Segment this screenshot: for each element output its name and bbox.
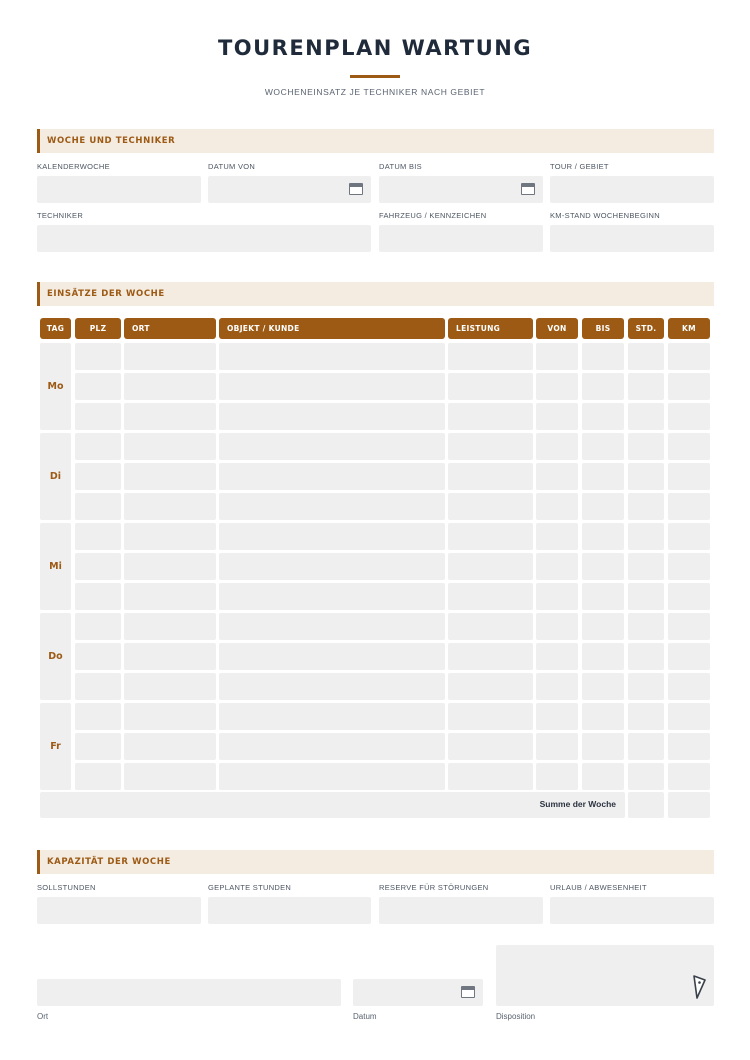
weekly-sum-hours-field[interactable]: [628, 792, 664, 818]
km-stand-field[interactable]: [550, 225, 714, 252]
table-cell-von[interactable]: [536, 373, 578, 400]
table-cell-std[interactable]: [628, 763, 664, 790]
geplante-stunden-label: GEPLANTE STUNDEN: [208, 883, 292, 892]
table-cell-std[interactable]: [628, 553, 664, 580]
section-heading-capacity-label: KAPAZITÄT DER WOCHE: [47, 857, 171, 867]
techniker-label: TECHNIKER: [37, 211, 84, 220]
column-header-leistung: LEISTUNG: [448, 318, 533, 339]
table-cell-leistung[interactable]: [448, 703, 533, 730]
table-cell-objekt[interactable]: [219, 403, 445, 430]
column-header-km: KM: [668, 318, 710, 339]
table-cell-objekt[interactable]: [219, 463, 445, 490]
table-cell-von[interactable]: [536, 763, 578, 790]
datum-field[interactable]: [353, 979, 483, 1006]
table-cell-leistung[interactable]: [448, 373, 533, 400]
table-cell-std[interactable]: [628, 703, 664, 730]
table-cell-leistung[interactable]: [448, 343, 533, 370]
table-cell-plz[interactable]: [75, 433, 121, 460]
table-cell-von[interactable]: [536, 463, 578, 490]
column-header-tag: TAG: [40, 318, 71, 339]
weekly-sum-km-field[interactable]: [668, 792, 710, 818]
table-cell-bis[interactable]: [582, 343, 624, 370]
table-cell-leistung[interactable]: [448, 493, 533, 520]
urlaub-label: URLAUB / ABWESENHEIT: [550, 883, 647, 892]
page-title: TOURENPLAN WARTUNG: [217, 36, 533, 60]
section-heading-assignments: [37, 282, 714, 306]
table-cell-von[interactable]: [536, 433, 578, 460]
table-cell-leistung[interactable]: [448, 463, 533, 490]
table-cell-plz[interactable]: [75, 583, 121, 610]
table-cell-ort[interactable]: [124, 703, 216, 730]
table-cell-bis[interactable]: [582, 583, 624, 610]
table-cell-leistung[interactable]: [448, 583, 533, 610]
table-cell-km[interactable]: [668, 643, 710, 670]
sollstunden-field[interactable]: [37, 897, 201, 924]
table-cell-plz[interactable]: [75, 493, 121, 520]
table-cell-bis[interactable]: [582, 403, 624, 430]
section-heading-assignments-label: EINSÄTZE DER WOCHE: [47, 289, 165, 299]
table-cell-plz[interactable]: [75, 643, 121, 670]
reserve-label: RESERVE FÜR STÖRUNGEN: [379, 883, 489, 892]
table-cell-ort[interactable]: [124, 343, 216, 370]
table-cell-km[interactable]: [668, 733, 710, 760]
table-cell-ort[interactable]: [124, 583, 216, 610]
kalenderwoche-field[interactable]: [37, 176, 201, 203]
table-cell-objekt[interactable]: [219, 343, 445, 370]
datum-label: Datum: [353, 1012, 377, 1021]
table-cell-std[interactable]: [628, 343, 664, 370]
table-cell-ort[interactable]: [124, 523, 216, 550]
table-cell-von[interactable]: [536, 493, 578, 520]
day-label-fr: Fr: [40, 703, 71, 790]
table-cell-bis[interactable]: [582, 763, 624, 790]
table-cell-std[interactable]: [628, 373, 664, 400]
table-cell-objekt[interactable]: [219, 433, 445, 460]
techniker-field[interactable]: [37, 225, 371, 252]
table-cell-bis[interactable]: [582, 373, 624, 400]
table-cell-plz[interactable]: [75, 703, 121, 730]
table-cell-objekt[interactable]: [219, 523, 445, 550]
table-cell-km[interactable]: [668, 763, 710, 790]
table-cell-std[interactable]: [628, 523, 664, 550]
table-cell-ort[interactable]: [124, 433, 216, 460]
table-cell-std[interactable]: [628, 733, 664, 760]
table-cell-ort[interactable]: [124, 673, 216, 700]
table-cell-objekt[interactable]: [219, 733, 445, 760]
table-cell-plz[interactable]: [75, 613, 121, 640]
weekly-sum-label: Summe der Woche: [539, 799, 616, 809]
table-cell-leistung[interactable]: [448, 763, 533, 790]
table-cell-leistung[interactable]: [448, 403, 533, 430]
table-cell-von[interactable]: [536, 403, 578, 430]
table-cell-bis[interactable]: [582, 733, 624, 760]
table-cell-plz[interactable]: [75, 463, 121, 490]
table-cell-std[interactable]: [628, 433, 664, 460]
sollstunden-label: SOLLSTUNDEN: [37, 883, 96, 892]
tour-gebiet-field[interactable]: [550, 176, 714, 203]
table-cell-leistung[interactable]: [448, 733, 533, 760]
fahrzeug-label: FAHRZEUG / KENNZEICHEN: [379, 211, 487, 220]
table-cell-objekt[interactable]: [219, 493, 445, 520]
table-cell-von[interactable]: [536, 643, 578, 670]
table-cell-ort[interactable]: [124, 553, 216, 580]
day-label-do: Do: [40, 613, 71, 700]
table-cell-bis[interactable]: [582, 463, 624, 490]
day-label-mi: Mi: [40, 523, 71, 610]
table-cell-km[interactable]: [668, 373, 710, 400]
table-cell-bis[interactable]: [582, 613, 624, 640]
table-cell-plz[interactable]: [75, 673, 121, 700]
column-header-plz: PLZ: [75, 318, 121, 339]
km-stand-label: KM-STAND WOCHENBEGINN: [550, 211, 660, 220]
table-cell-km[interactable]: [668, 703, 710, 730]
calendar-icon[interactable]: [349, 183, 363, 195]
calendar-icon[interactable]: [521, 183, 535, 195]
table-cell-bis[interactable]: [582, 523, 624, 550]
table-cell-km[interactable]: [668, 493, 710, 520]
urlaub-field[interactable]: [550, 897, 714, 924]
column-header-objekt: OBJEKT / KUNDE: [219, 318, 445, 339]
section-heading-week: [37, 129, 714, 153]
table-cell-objekt[interactable]: [219, 703, 445, 730]
datum-von-field[interactable]: [208, 176, 371, 203]
day-label-mo: Mo: [40, 343, 71, 430]
table-cell-plz[interactable]: [75, 763, 121, 790]
table-cell-ort[interactable]: [124, 613, 216, 640]
table-cell-ort[interactable]: [124, 373, 216, 400]
table-cell-plz[interactable]: [75, 373, 121, 400]
table-cell-objekt[interactable]: [219, 373, 445, 400]
calendar-icon[interactable]: [461, 986, 475, 998]
disposition-label: Disposition: [496, 1012, 536, 1021]
table-cell-von[interactable]: [536, 343, 578, 370]
table-cell-km[interactable]: [668, 463, 710, 490]
table-cell-ort[interactable]: [124, 403, 216, 430]
table-cell-objekt[interactable]: [219, 673, 445, 700]
table-cell-objekt[interactable]: [219, 643, 445, 670]
table-cell-bis[interactable]: [582, 493, 624, 520]
datum-von-label: DATUM VON: [208, 162, 256, 171]
section-heading-capacity: [37, 850, 714, 874]
table-cell-bis[interactable]: [582, 553, 624, 580]
ort-label: Ort: [37, 1012, 49, 1021]
pen-icon: [692, 975, 706, 999]
weekly-sum-row: [40, 792, 625, 818]
table-cell-std[interactable]: [628, 493, 664, 520]
table-cell-bis[interactable]: [582, 673, 624, 700]
table-cell-km[interactable]: [668, 433, 710, 460]
table-cell-ort[interactable]: [124, 643, 216, 670]
table-cell-ort[interactable]: [124, 493, 216, 520]
table-cell-ort[interactable]: [124, 463, 216, 490]
geplante-stunden-field[interactable]: [208, 897, 371, 924]
table-cell-von[interactable]: [536, 703, 578, 730]
title-divider: [350, 75, 400, 78]
table-cell-std[interactable]: [628, 643, 664, 670]
tour-gebiet-label: TOUR / GEBIET: [550, 162, 609, 171]
table-cell-km[interactable]: [668, 673, 710, 700]
fahrzeug-field[interactable]: [379, 225, 543, 252]
table-cell-std[interactable]: [628, 463, 664, 490]
table-cell-objekt[interactable]: [219, 613, 445, 640]
table-cell-std[interactable]: [628, 613, 664, 640]
datum-bis-field[interactable]: [379, 176, 543, 203]
table-cell-ort[interactable]: [124, 763, 216, 790]
table-cell-leistung[interactable]: [448, 643, 533, 670]
table-cell-plz[interactable]: [75, 343, 121, 370]
table-cell-objekt[interactable]: [219, 763, 445, 790]
table-cell-objekt[interactable]: [219, 583, 445, 610]
table-cell-von[interactable]: [536, 523, 578, 550]
table-cell-std[interactable]: [628, 673, 664, 700]
table-cell-km[interactable]: [668, 403, 710, 430]
table-cell-von[interactable]: [536, 733, 578, 760]
reserve-field[interactable]: [379, 897, 543, 924]
table-cell-bis[interactable]: [582, 433, 624, 460]
kalenderwoche-label: KALENDERWOCHE: [37, 162, 110, 171]
column-header-std: STD.: [628, 318, 664, 339]
table-cell-leistung[interactable]: [448, 673, 533, 700]
table-cell-ort[interactable]: [124, 733, 216, 760]
table-cell-km[interactable]: [668, 613, 710, 640]
table-cell-std[interactable]: [628, 583, 664, 610]
table-cell-leistung[interactable]: [448, 553, 533, 580]
table-cell-leistung[interactable]: [448, 613, 533, 640]
datum-bis-label: DATUM BIS: [379, 162, 422, 171]
table-cell-bis[interactable]: [582, 643, 624, 670]
ort-field[interactable]: [37, 979, 341, 1006]
table-cell-objekt[interactable]: [219, 553, 445, 580]
table-cell-von[interactable]: [536, 553, 578, 580]
section-heading-week-label: WOCHE UND TECHNIKER: [47, 136, 176, 146]
column-header-bis: BIS: [582, 318, 624, 339]
table-cell-leistung[interactable]: [448, 523, 533, 550]
page-subtitle: WOCHENEINSATZ JE TECHNIKER NACH GEBIET: [264, 87, 486, 97]
table-cell-plz[interactable]: [75, 523, 121, 550]
table-cell-plz[interactable]: [75, 733, 121, 760]
table-cell-leistung[interactable]: [448, 433, 533, 460]
table-cell-plz[interactable]: [75, 553, 121, 580]
column-header-von: VON: [536, 318, 578, 339]
disposition-signature-field[interactable]: [496, 945, 714, 1006]
table-cell-von[interactable]: [536, 583, 578, 610]
table-cell-km[interactable]: [668, 553, 710, 580]
table-cell-km[interactable]: [668, 583, 710, 610]
table-cell-km[interactable]: [668, 343, 710, 370]
table-cell-plz[interactable]: [75, 403, 121, 430]
table-cell-von[interactable]: [536, 673, 578, 700]
table-cell-von[interactable]: [536, 613, 578, 640]
table-cell-bis[interactable]: [582, 703, 624, 730]
table-cell-std[interactable]: [628, 403, 664, 430]
day-label-di: Di: [40, 433, 71, 520]
table-cell-km[interactable]: [668, 523, 710, 550]
column-header-ort: ORT: [124, 318, 216, 339]
